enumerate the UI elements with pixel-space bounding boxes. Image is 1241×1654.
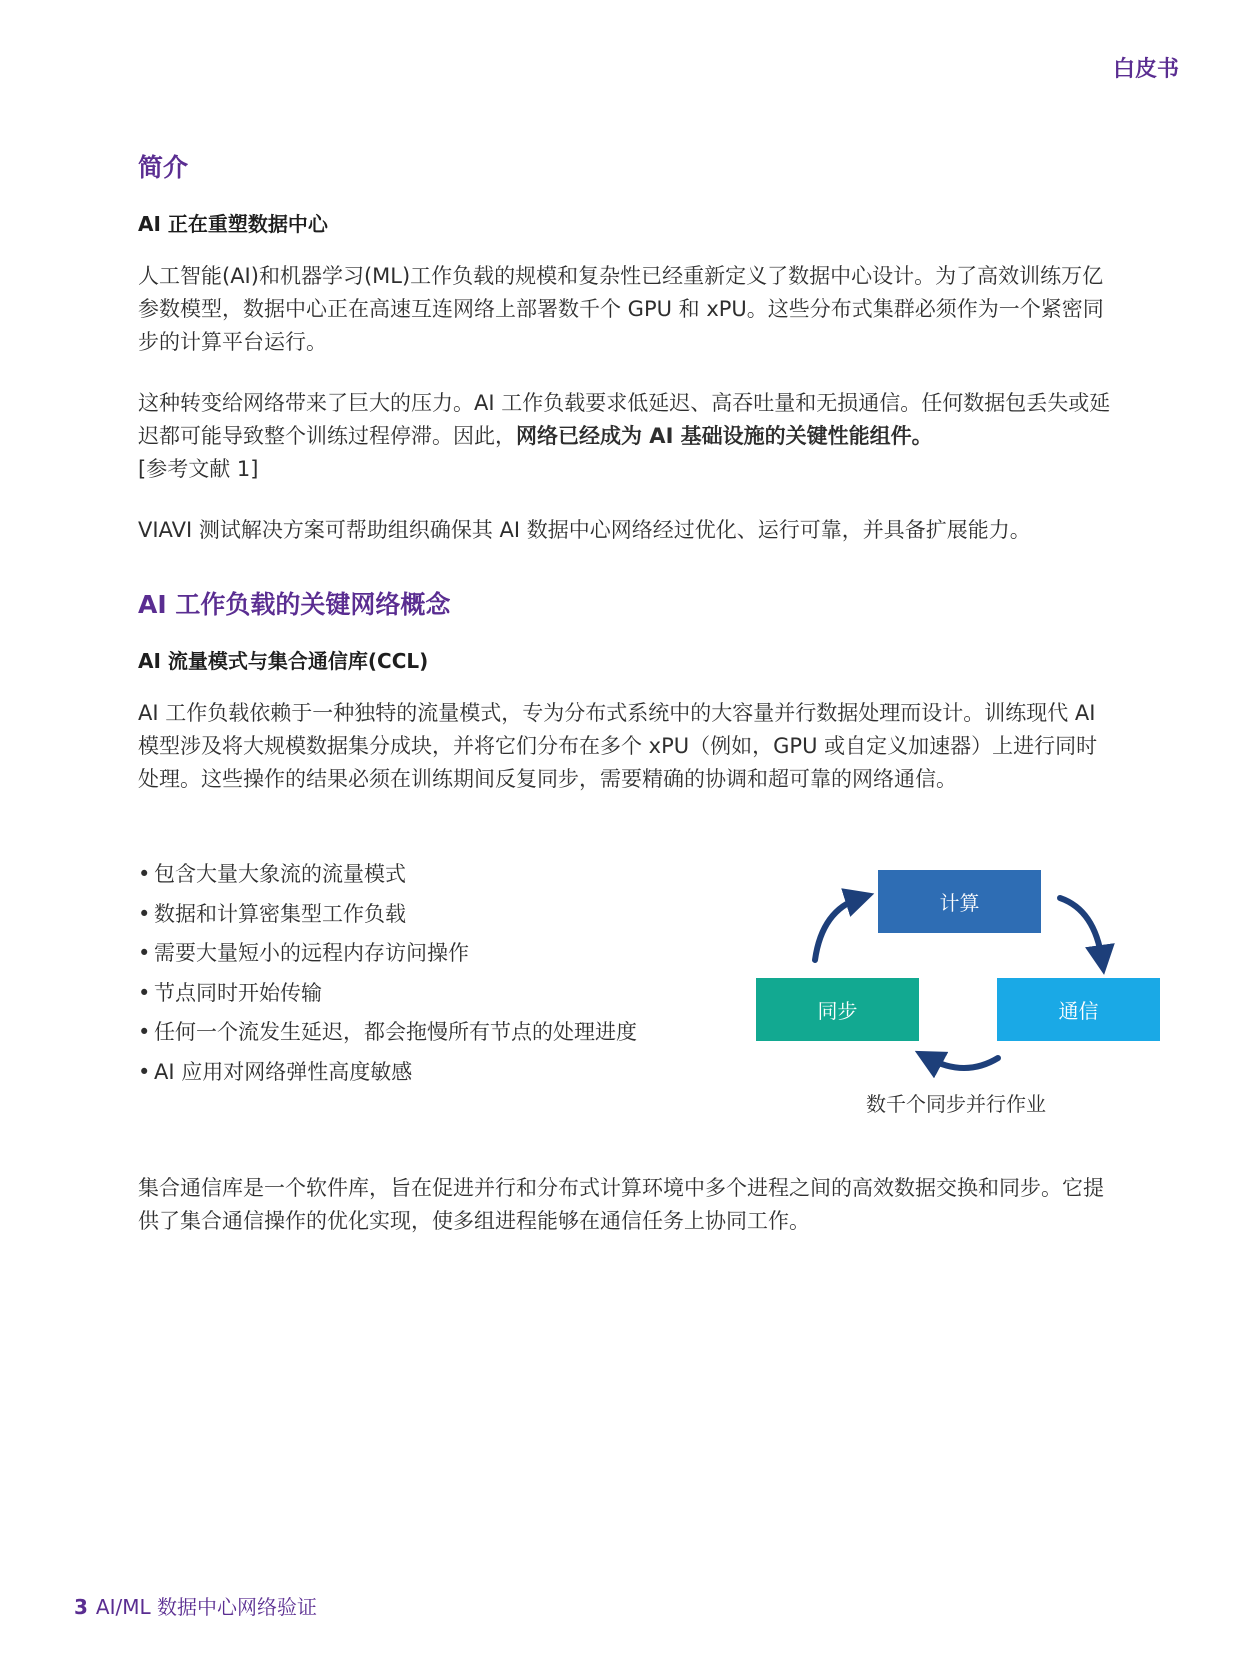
page-footer — [74, 1591, 317, 1620]
bullet-text: AI 应用对网络弹性高度敏感 — [154, 1059, 413, 1084]
arrow-sync-to-compute — [815, 898, 860, 960]
footer-title: AI/ML 数据中心网络验证 — [95, 1595, 317, 1619]
bullet-dot: • — [138, 980, 151, 1005]
concepts-subheading: AI 流量模式与集合通信库(CCL) — [138, 649, 429, 673]
bullet-list — [138, 855, 637, 1092]
list-item — [138, 895, 637, 935]
concepts-heading: AI 工作负载的关键网络概念 — [138, 590, 451, 619]
list-item — [138, 855, 637, 895]
bullet-dot: • — [138, 862, 151, 886]
intro-heading: 简介 — [138, 153, 189, 182]
bullet-dot: • — [138, 1059, 151, 1084]
bullet-text: 需要大量短小的远程内存访问操作 — [154, 941, 469, 965]
reference-citation: [参考文献 1] — [138, 457, 259, 481]
bullet-text: 节点同时开始传输 — [154, 980, 322, 1005]
bullet-dot: • — [138, 901, 151, 926]
concepts-paragraph-2: 集合通信库是一个软件库，旨在促进并行和分布式计算环境中多个进程之间的高效数据交换和同步。它提供了集合通信操作的优化实现，使多组进程能够在通信任务上协同工作。 — [138, 1176, 1104, 1233]
intro-paragraph-1: 人工智能(AI)和机器学习(ML)工作负载的规模和复杂性已经重新定义了数据中心设计。为了高效训练万亿参数模型，数据中心正在高速互连网络上部署数千个 GPU 和 xPU。这些分布式集群必须作为一个紧密同步的计算平台运行。 — [138, 264, 1104, 354]
doc-type-label: 白皮书 — [1112, 57, 1179, 82]
intro-paragraph-3: VIAVI 测试解决方案可帮助组织确保其 AI 数据中心网络经过优化、运行可靠，并具备扩展能力。 — [138, 518, 1031, 542]
arrow-comm-to-sync — [928, 1058, 998, 1068]
compute-box: 计算 — [878, 870, 1041, 933]
bullet-text: 数据和计算密集型工作负载 — [154, 901, 406, 926]
diagram-caption: 数千个同步并行作业 — [866, 1092, 1046, 1116]
intro-paragraph-2-text: 这种转变给网络带来了巨大的压力。AI 工作负载要求低延迟、高吞吐量和无损通信。任何数据包丢失或延迟都可能导致整个训练过程停滞。因此， — [138, 391, 1111, 448]
bullet-text: 包含大量大象流的流量模式 — [154, 862, 406, 886]
arrow-compute-to-comm — [1060, 898, 1102, 960]
list-item — [138, 934, 637, 974]
page-number: 3 — [74, 1595, 88, 1619]
bullet-dot: • — [138, 941, 151, 965]
bullet-dot: • — [138, 1020, 151, 1044]
list-item — [138, 1013, 637, 1053]
comm-box: 通信 — [997, 978, 1160, 1041]
sync-box: 同步 — [756, 978, 919, 1041]
list-item — [138, 1053, 637, 1093]
intro-paragraph-2-bold: 网络已经成为 AI 基础设施的关键性能组件。 — [516, 424, 933, 448]
intro-paragraph-2 — [138, 387, 1118, 486]
list-item — [138, 974, 637, 1014]
intro-subheading: AI 正在重塑数据中心 — [138, 212, 328, 236]
bullet-text: 任何一个流发生延迟，都会拖慢所有节点的处理进度 — [154, 1020, 637, 1044]
sync-cycle-diagram — [750, 860, 1170, 1120]
concepts-paragraph-1: AI 工作负载依赖于一种独特的流量模式，专为分布式系统中的大容量并行数据处理而设计。训练现代 AI 模型涉及将大规模数据集分成块，并将它们分布在多个 xPU（例如，GPU 或自定义加速器）上进行同时处理。这些操作的结果必须在训练期间反复同步，需要精确的协调和超可靠的网络通信。 — [138, 701, 1098, 791]
